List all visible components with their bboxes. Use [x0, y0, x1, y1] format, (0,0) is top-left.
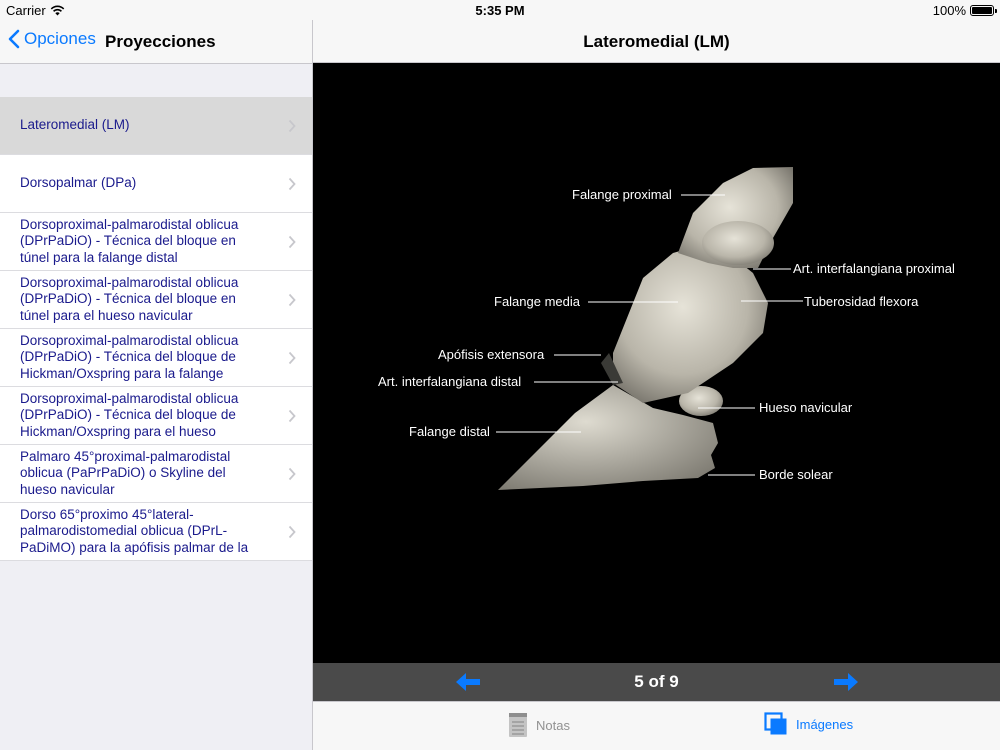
- master-nav-bar: [0, 20, 312, 64]
- label-hueso-navicular: Hueso navicular: [759, 400, 853, 415]
- xray-viewer[interactable]: [313, 63, 1000, 663]
- label-tuberosidad-flexora: Tuberosidad flexora: [804, 294, 919, 309]
- chevron-right-icon: [288, 351, 296, 365]
- label-art-interfalangiana-proximal: Art. interfalangiana proximal: [793, 261, 955, 276]
- tab-notas[interactable]: [508, 712, 570, 738]
- back-button-label: Opciones: [24, 29, 96, 48]
- master-panel: [0, 0, 313, 750]
- back-button[interactable]: [8, 29, 96, 49]
- battery-percent: 100%: [932, 3, 966, 18]
- projection-row[interactable]: [0, 155, 312, 213]
- projection-row-label: Dorsoproximal-palmarodistal oblicua (DPrPaDiO) - Técnica del bloque de Hickman/Oxspring para la falange: [20, 332, 239, 381]
- projection-row-label: Dorsopalmar (DPa): [20, 175, 137, 191]
- tab-imagenes[interactable]: [764, 712, 853, 736]
- detail-title: Lateromedial (LM): [583, 32, 730, 51]
- chevron-right-icon: [288, 293, 296, 307]
- detail-nav-bar: [313, 20, 1000, 63]
- projection-row-label: Dorsoproximal-palmarodistal oblicua (DPrPaDiO) - Técnica del bloque en túnel para el hueso navicular: [20, 274, 239, 323]
- label-falange-proximal: Falange proximal: [572, 187, 672, 202]
- projection-row[interactable]: [0, 445, 312, 503]
- label-borde-solear: Borde solear: [759, 467, 833, 482]
- projection-row-label: Dorso 65°proximo 45°lateral-palmarodistomedial oblicua (DPrL-PaDiMO) para la apófisis palmar de la: [20, 506, 249, 555]
- label-apofisis-extensora: Apófisis extensora: [438, 347, 545, 362]
- tab-imagenes-label: Imágenes: [796, 716, 854, 732]
- detail-panel: [313, 0, 1000, 750]
- chevron-right-icon: [288, 525, 296, 539]
- label-falange-media: Falange media: [494, 294, 580, 309]
- projection-row-label: Palmaro 45°proximal-palmarodistal oblicua (PaPrPaDiO) o Skyline del hueso navicular: [20, 448, 231, 497]
- image-pager: [313, 663, 1000, 701]
- chevron-right-icon: [288, 177, 296, 191]
- status-bar: [0, 0, 1000, 20]
- projection-row[interactable]: [0, 387, 312, 445]
- chevron-left-icon: [8, 29, 20, 49]
- label-art-interfalangiana-distal: Art. interfalangiana distal: [378, 374, 522, 389]
- master-title: Proyecciones: [105, 32, 216, 51]
- chevron-right-icon: [288, 467, 296, 481]
- images-icon: [764, 712, 788, 736]
- tab-bar: [313, 701, 1000, 750]
- hoof-bone-image: [313, 63, 1000, 663]
- tab-notas-label: Notas: [536, 717, 570, 733]
- projection-row[interactable]: [0, 97, 312, 155]
- chevron-right-icon: [288, 409, 296, 423]
- chevron-right-icon: [288, 235, 296, 249]
- page-indicator: 5 of 9: [634, 672, 679, 691]
- label-falange-distal: Falange distal: [409, 424, 490, 439]
- projection-row[interactable]: [0, 213, 312, 271]
- projection-row-label: Dorsoproximal-palmarodistal oblicua (DPrPaDiO) - Técnica del bloque de Hickman/Oxspring para el hueso: [20, 390, 239, 439]
- battery-icon: [970, 5, 994, 16]
- projection-list: [0, 97, 312, 561]
- notepad-icon: [508, 712, 528, 738]
- carrier-label: Carrier: [6, 3, 46, 18]
- projection-row[interactable]: [0, 503, 312, 561]
- status-time: 5:35 PM: [475, 3, 525, 18]
- projection-row-label: Lateromedial (LM): [20, 117, 130, 133]
- chevron-right-icon: [288, 119, 296, 133]
- next-arrow-icon[interactable]: [832, 670, 860, 694]
- projection-row[interactable]: [0, 329, 312, 387]
- projection-row-label: Dorsoproximal-palmarodistal oblicua (DPrPaDiO) - Técnica del bloque en túnel para la falange distal: [20, 216, 239, 265]
- projection-row[interactable]: [0, 271, 312, 329]
